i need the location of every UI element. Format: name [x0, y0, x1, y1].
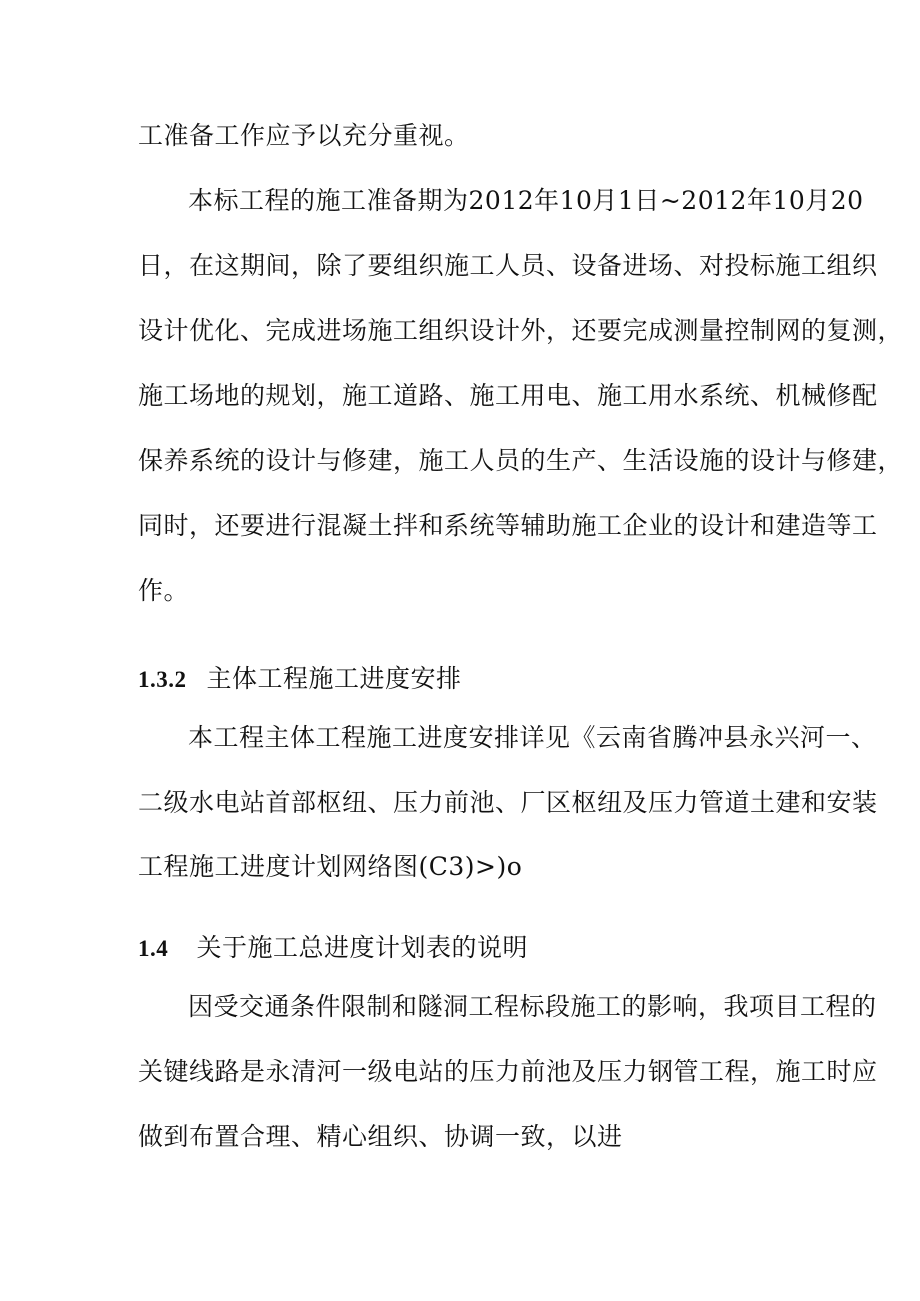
paragraph-4-line-2: 关键线路是永清河一级电站的压力前池及压力钢管工程，施工时应: [138, 1057, 878, 1086]
paragraph-2-line-4: 施工场地的规划，施工道路、施工用电、施工用水系统、机械修配: [138, 381, 878, 410]
paragraph-4-line-1: 因受交通条件限制和隧洞工程标段施工的影响，我项目工程的: [188, 992, 877, 1021]
section-number: 1.4: [138, 936, 169, 961]
paragraph-4-line-3: 做到布置合理、精心组织、协调一致，以进: [138, 1122, 623, 1151]
paragraph-2-line-6: 同时，还要进行混凝土拌和系统等辅助施工企业的设计和建造等工: [138, 511, 878, 540]
paragraph-2-line-7: 作。: [138, 576, 190, 605]
section-heading-1-3-2: [138, 664, 461, 695]
paragraph-3-line-1: 本工程主体工程施工进度安排详见《云南省腾冲县永兴河一、: [188, 723, 877, 752]
paragraph-2-line-2: 日，在这期间，除了要组织施工人员、设备进场、对投标施工组织: [138, 251, 878, 280]
paragraph-2-line-5: 保养系统的设计与修建，施工人员的生产、生活设施的设计与修建，: [138, 446, 904, 475]
paragraph-3-line-2: 二级水电站首部枢纽、压力前池、厂区枢纽及压力管道土建和安装: [138, 788, 878, 817]
paragraph-2-line-3: 设计优化、完成进场施工组织设计外，还要完成测量控制网的复测，: [138, 316, 904, 345]
section-number: 1.3.2: [138, 667, 187, 692]
paragraph-1-line-1: 工准备工作应予以充分重视。: [138, 121, 470, 150]
paragraph-2-line-1: 本标工程的施工准备期为2012年10月1日~2012年10月20: [188, 186, 864, 215]
paragraph-3-line-3: 工程施工进度计划网络图(C3)>)o: [138, 852, 523, 881]
section-title: 主体工程施工进度安排: [206, 664, 462, 693]
section-title: 关于施工总进度计划表的说明: [196, 933, 528, 962]
section-heading-1-4: [138, 933, 528, 964]
